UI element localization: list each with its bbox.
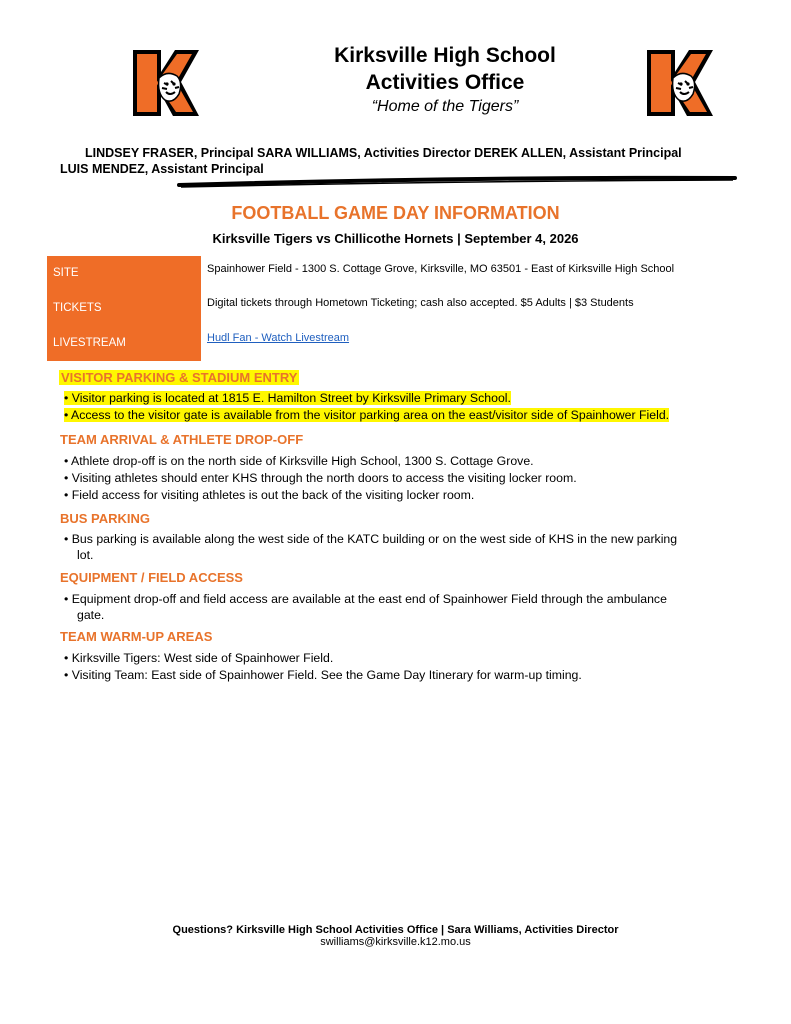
- footer-contact: Questions? Kirksville High School Activities Office | Sara Williams, Activities Director: [172, 924, 619, 936]
- office-name: Activities Office: [365, 71, 525, 94]
- tickets-label: TICKETS: [53, 302, 102, 314]
- school-name: Kirksville High School: [334, 44, 556, 67]
- list-item: • Field access for visiting athletes is out the back of the visiting locker room.: [64, 488, 475, 502]
- list-item: • Kirksville Tigers: West side of Spainhower Field.: [64, 651, 334, 665]
- bus-parking-heading: BUS PARKING: [60, 511, 151, 526]
- list-item: • Visitor parking is located at 1815 E. Hamilton Street by Kirksville Primary School.: [64, 391, 511, 405]
- list-item: • Bus parking is available along the west side of the KATC building or on the west side of KHS in the new parking lot.: [64, 532, 678, 562]
- letterhead: [230, 42, 660, 117]
- footer: [0, 924, 791, 948]
- list-item: • Visiting Team: East side of Spainhower Field. See the Game Day Itinerary for warm-up timing.: [64, 668, 582, 682]
- site-value: Spainhower Field - 1300 S. Cottage Grove, Kirksville, MO 63501 - East of Kirksville High School: [207, 263, 675, 275]
- livestream-label: LIVESTREAM: [53, 337, 126, 349]
- site-label: SITE: [53, 267, 79, 279]
- team-arrival-heading: TEAM ARRIVAL & ATHLETE DROP-OFF: [60, 432, 304, 447]
- k-logo-left: [131, 48, 201, 118]
- list-item: • Equipment drop-off and field access are available at the east end of Spainhower Field through the ambulance gate.: [64, 592, 667, 622]
- warmup-heading: TEAM WARM-UP AREAS: [60, 629, 213, 644]
- staff-line-1: LINDSEY FRASER, Principal SARA WILLIAMS, Activities Director DEREK ALLEN, Assistant Principal: [85, 146, 682, 160]
- staff-list: [60, 145, 750, 177]
- staff-line-2: LUIS MENDEZ, Assistant Principal: [60, 162, 264, 176]
- list-item: • Athlete drop-off is on the north side of Kirksville High School, 1300 S. Cottage Grove.: [64, 454, 534, 468]
- footer-email: swilliams@kirksville.k12.mo.us: [320, 936, 471, 948]
- livestream-link[interactable]: Hudl Fan - Watch Livestream: [207, 332, 350, 344]
- tickets-value: Digital tickets through Hometown Ticketing; cash also accepted. $5 Adults | $3 Students: [207, 297, 634, 309]
- page-title: FOOTBALL GAME DAY INFORMATION: [231, 203, 560, 223]
- game-subtitle: Kirksville Tigers vs Chillicothe Hornets | September 4, 2026: [212, 231, 579, 246]
- tagline: “Home of the Tigers”: [371, 98, 519, 115]
- header-divider: [175, 175, 740, 189]
- equipment-heading: EQUIPMENT / FIELD ACCESS: [60, 570, 243, 585]
- visitor-parking-heading: VISITOR PARKING & STADIUM ENTRY: [61, 370, 298, 385]
- list-item: • Visiting athletes should enter KHS through the north doors to access the visiting locker room.: [64, 471, 577, 485]
- list-item: • Access to the visitor gate is available from the visitor parking area on the east/visitor side of Spainhower Field.: [64, 408, 670, 422]
